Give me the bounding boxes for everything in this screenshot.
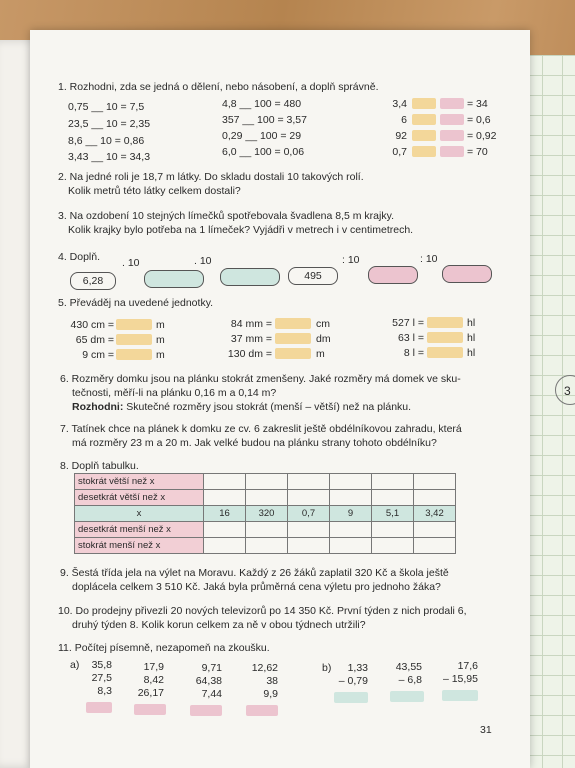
ex4-start-right: 495	[288, 267, 338, 285]
ex1-answer-box[interactable]	[412, 114, 436, 125]
table-cell[interactable]	[372, 538, 414, 554]
ex5-c2-u1: cm	[316, 318, 330, 330]
ex1-c3-r1: = 34	[467, 98, 488, 110]
table-cell[interactable]	[372, 474, 414, 490]
ex5-c2-u2: dm	[316, 333, 331, 345]
ex1-c3-l3: 92	[395, 130, 407, 142]
table-cell[interactable]	[330, 474, 372, 490]
ex10-line2: druhý týden 8. Kolik korun celkem za ně v obou týdnech utržili?	[72, 619, 366, 631]
ex5-answer-box[interactable]	[427, 332, 463, 343]
ex1-c3-l2: 6	[401, 114, 407, 126]
ex11-answer-box[interactable]	[134, 704, 166, 715]
ex5-c3-u1: hl	[467, 317, 476, 329]
ex4-answer-oval[interactable]	[144, 270, 204, 288]
ex4-title: 4. Doplň.	[58, 251, 101, 263]
table-cell[interactable]	[246, 538, 288, 554]
ex7-line2: má rozměry 23 m a 20 m. Jak velké budou na plánku strany tohoto obdélníku?	[72, 437, 437, 449]
ex9-line2: doplácela celkem 3 510 Kč. Jaká byla průměrná cena výletu pro jednoho žáka?	[72, 581, 441, 593]
ex5-c3-u2: hl	[467, 332, 476, 344]
ex1-title: 1. Rozhodni, zda se jedná o dělení, nebo násobení, a doplň správně.	[58, 81, 379, 93]
table-cell[interactable]	[204, 490, 246, 506]
ex11-title: 11. Počítej písemně, nezapomeň na zkoušku.	[58, 642, 270, 654]
ex11-a1-n3: 8,3	[97, 685, 112, 697]
ex11-answer-box[interactable]	[246, 705, 278, 716]
ex11-a4-n3: 9,9	[263, 688, 278, 700]
ex4-start-left: 6,28	[70, 272, 116, 290]
ex11-a1-n1: 35,8	[91, 659, 112, 671]
row-label: desetkrát menší než x	[75, 522, 204, 538]
ex11-a3-n1: 9,71	[201, 662, 222, 674]
ex8-title: 8. Doplň tabulku.	[60, 460, 139, 472]
ex1-c3-r4: = 70	[467, 146, 488, 158]
ex5-answer-box[interactable]	[275, 318, 311, 329]
table-row	[75, 522, 456, 538]
ex11-a4-n1: 12,62	[251, 662, 278, 674]
ex7-line1: 7. Tatínek chce na plánek k domku ze cv. 6 zakreslit ještě obdélníkovou zahradu, která	[60, 423, 462, 435]
ex11-b-label: b)	[322, 662, 332, 674]
ex4-op-right1: : 10	[342, 254, 360, 266]
ex5-c2-u3: m	[316, 348, 325, 360]
ex11-b1-n2: – 0,79	[338, 675, 368, 687]
table-cell[interactable]	[372, 490, 414, 506]
x-value: 320	[246, 506, 288, 522]
ex5-answer-box[interactable]	[116, 349, 152, 360]
ex1-c3-l4: 0,7	[392, 146, 407, 158]
ex11-answer-box[interactable]	[86, 702, 112, 713]
ex1-c2-r4: 6,0 __ 100 = 0,06	[222, 146, 305, 158]
ex5-c1-u2: m	[156, 334, 165, 346]
ex5-c2-r3: 130 dm =	[227, 348, 272, 360]
table-cell[interactable]	[288, 490, 330, 506]
table-cell[interactable]	[204, 474, 246, 490]
ex1-c3-l1: 3,4	[392, 98, 407, 110]
ex11-a2-n3: 26,17	[137, 687, 164, 699]
table-cell[interactable]	[372, 522, 414, 538]
ex1-c1-r1: 0,75 __ 10 = 7,5	[68, 101, 145, 113]
ex1-c2-r3: 0,29 __ 100 = 29	[222, 130, 302, 142]
ex1-answer-box[interactable]	[440, 98, 464, 109]
ex6-line2: tečnosti, měří-li na plánku 0,16 m a 0,14 m?	[72, 387, 277, 399]
ex1-answer-box[interactable]	[440, 114, 464, 125]
ex4-answer-oval[interactable]	[220, 268, 280, 286]
ex1-answer-box[interactable]	[440, 146, 464, 157]
table-row	[75, 490, 456, 506]
row-label: x	[75, 506, 204, 522]
ex5-answer-box[interactable]	[116, 319, 152, 330]
ex5-c1-r1: 430 cm =	[70, 319, 114, 331]
x-value: 3,42	[414, 506, 456, 522]
ex2-line2: Kolik metrů této látky celkem dostali?	[68, 185, 241, 197]
ex1-answer-box[interactable]	[412, 130, 436, 141]
ex11-b2-n2: – 6,8	[398, 674, 422, 686]
table-cell[interactable]	[246, 522, 288, 538]
ex1-answer-box[interactable]	[412, 98, 436, 109]
row-label: stokrát menší než x	[75, 538, 204, 554]
ex3-line1: 3. Na ozdobení 10 stejných límečků spotřebovala švadlena 8,5 m krajky.	[58, 210, 394, 222]
page-number: 31	[480, 724, 492, 736]
table-row	[75, 538, 456, 554]
ex4-op-right2: : 10	[420, 253, 438, 265]
ex5-c1-r3: 9 cm =	[82, 349, 114, 361]
table-cell[interactable]	[414, 490, 456, 506]
ex11-a1-n2: 27,5	[91, 672, 112, 684]
ex3-line2: Kolik krajky bylo potřeba na 1 límeček? Vyjádři v metrech i v centimetrech.	[68, 224, 414, 236]
ex11-b2-n1: 43,55	[395, 661, 422, 673]
ex5-answer-box[interactable]	[427, 317, 463, 328]
ex11-a3-n3: 7,44	[201, 688, 222, 700]
ex5-c1-u1: m	[156, 319, 165, 331]
ex1-c1-r2: 23,5 __ 10 = 2,35	[68, 118, 151, 130]
x-value: 9	[330, 506, 372, 522]
ex4-answer-oval[interactable]	[368, 266, 418, 284]
table-cell[interactable]	[246, 490, 288, 506]
ex5-c1-u3: m	[156, 349, 165, 361]
ex6-decide-text: Skutečné rozměry jsou stokrát (menší – větší) než na plánku.	[123, 401, 412, 413]
table-cell[interactable]	[246, 474, 288, 490]
ex1-c3-r2: = 0,6	[467, 114, 491, 126]
ex6-line1: 6. Rozměry domku jsou na plánku stokrát zmenšeny. Jaké rozměry má domek ve sku-	[60, 373, 461, 385]
ex1-c2-r1: 4,8 __ 100 = 480	[222, 98, 302, 110]
ex9-line1: 9. Šestá třída jela na výlet na Moravu. Každý z 26 žáků zaplatil 320 Kč a škola ještě	[60, 567, 449, 579]
ex11-b3-n2: – 15,95	[442, 673, 478, 685]
row-label: stokrát větší než x	[75, 474, 204, 490]
ex10-line1: 10. Do prodejny přivezli 20 nových televizorů po 14 350 Kč. První týden z nich prodali 6,	[58, 605, 467, 617]
ex1-c1-r3: 8,6 __ 10 = 0,86	[68, 135, 145, 147]
table-row	[75, 506, 456, 522]
ex1-c1-r4: 3,43 __ 10 = 34,3	[68, 151, 151, 163]
ex5-answer-box[interactable]	[275, 333, 311, 344]
ex11-a2-n2: 8,42	[143, 674, 164, 686]
ex11-a-label: a)	[70, 659, 80, 671]
workbook-page	[30, 30, 530, 768]
ex2-line1: 2. Na jedné roli je 18,7 m látky. Do skladu dostali 10 takových rolí.	[58, 171, 364, 183]
table-row	[75, 474, 456, 490]
table-cell[interactable]	[288, 522, 330, 538]
x-value: 16	[204, 506, 246, 522]
ex1-c3-r3: = 0,92	[467, 130, 497, 142]
ex4-op-left2: . 10	[194, 255, 212, 267]
ex5-c3-r3: 8 l =	[403, 347, 424, 359]
ex11-b1-n1: 1,33	[347, 662, 368, 674]
ex5-c3-r2: 63 l =	[398, 332, 424, 344]
ex5-c3-r1: 527 l =	[392, 317, 424, 329]
ex1-answer-box[interactable]	[412, 146, 436, 157]
ex6-line3	[72, 402, 411, 413]
ex6-decide-label: Rozhodni:	[72, 401, 124, 413]
x-value: 0,7	[288, 506, 330, 522]
ex11-answer-box[interactable]	[190, 705, 222, 716]
table-cell[interactable]	[414, 474, 456, 490]
ex11-a3-n2: 64,38	[195, 675, 222, 687]
ex1-c2-r2: 357 __ 100 = 3,57	[222, 114, 307, 126]
ex5-c3-u3: hl	[467, 347, 476, 359]
x-value: 5,1	[372, 506, 414, 522]
ex5-c2-r2: 37 mm =	[230, 333, 272, 345]
ex5-c1-r2: 65 dm =	[75, 334, 114, 346]
ex4-op-left1: . 10	[122, 257, 140, 269]
ex5-answer-box[interactable]	[275, 348, 311, 359]
table-cell[interactable]	[288, 474, 330, 490]
margin-number: 3	[555, 375, 575, 405]
ex11-answer-box[interactable]	[442, 690, 478, 701]
ex4-answer-oval[interactable]	[442, 265, 492, 283]
ex5-c2-r1: 84 mm =	[230, 318, 272, 330]
table-cell[interactable]	[204, 538, 246, 554]
table-cell[interactable]	[330, 490, 372, 506]
table-cell[interactable]	[204, 522, 246, 538]
ex11-a2-n1: 17,9	[143, 661, 164, 673]
table-cell[interactable]	[414, 522, 456, 538]
ex5-title: 5. Převáděj na uvedené jednotky.	[58, 297, 214, 309]
ex1-answer-box[interactable]	[440, 130, 464, 141]
row-label: desetkrát větší než x	[75, 490, 204, 506]
ex5-answer-box[interactable]	[116, 334, 152, 345]
ex11-a4-n2: 38	[266, 675, 278, 687]
ex11-answer-box[interactable]	[334, 692, 368, 703]
table-cell[interactable]	[330, 522, 372, 538]
ex11-answer-box[interactable]	[390, 691, 424, 702]
table-cell[interactable]	[330, 538, 372, 554]
ex8-table	[74, 473, 456, 554]
ex5-answer-box[interactable]	[427, 347, 463, 358]
ex11-b3-n1: 17,6	[457, 660, 478, 672]
table-cell[interactable]	[288, 538, 330, 554]
table-cell[interactable]	[414, 538, 456, 554]
